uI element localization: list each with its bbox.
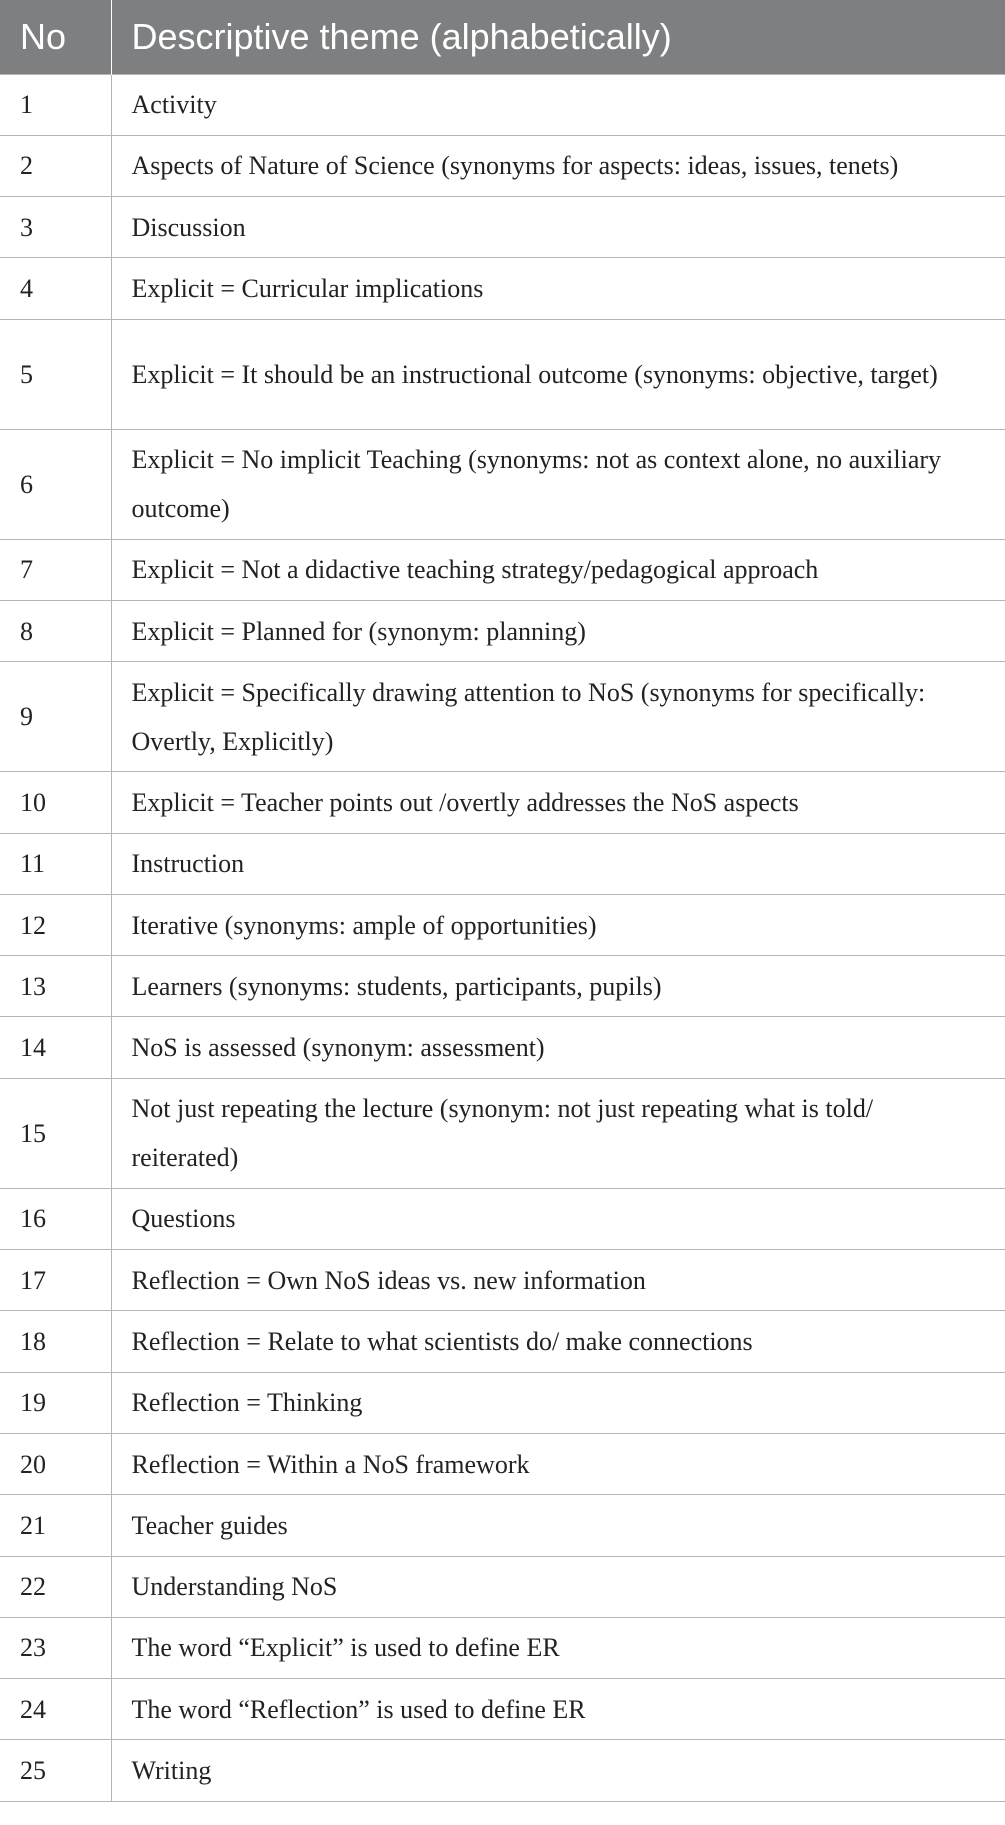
table-row <box>0 135 1005 196</box>
row-number: 19 <box>0 1372 111 1433</box>
row-number: 14 <box>0 1017 111 1078</box>
row-number: 13 <box>0 956 111 1017</box>
table-row <box>0 956 1005 1017</box>
table-row <box>0 74 1005 135</box>
table-row <box>0 1372 1005 1433</box>
row-number: 6 <box>0 429 111 539</box>
row-theme: Discussion <box>111 197 1005 258</box>
row-number: 23 <box>0 1617 111 1678</box>
row-theme: Reflection = Within a NoS framework <box>111 1433 1005 1494</box>
table-row <box>0 197 1005 258</box>
row-number: 11 <box>0 833 111 894</box>
row-theme: Activity <box>111 74 1005 135</box>
row-theme: Reflection = Thinking <box>111 1372 1005 1433</box>
table-row <box>0 1556 1005 1617</box>
row-theme: Reflection = Own NoS ideas vs. new information <box>111 1250 1005 1311</box>
row-theme: Instruction <box>111 833 1005 894</box>
row-theme: The word “Explicit” is used to define ER <box>111 1617 1005 1678</box>
row-theme: Not just repeating the lecture (synonym: not just repeating what is told/ reiterated) <box>111 1078 1005 1188</box>
table-row <box>0 833 1005 894</box>
row-number: 20 <box>0 1433 111 1494</box>
row-number: 7 <box>0 539 111 600</box>
table-row <box>0 319 1005 429</box>
table-row <box>0 1679 1005 1740</box>
row-theme: Explicit = Planned for (synonym: planning) <box>111 600 1005 661</box>
row-theme: The word “Reflection” is used to define ER <box>111 1679 1005 1740</box>
row-theme: Reflection = Relate to what scientists do/ make connections <box>111 1311 1005 1372</box>
table-header-row <box>0 0 1005 74</box>
row-number: 5 <box>0 319 111 429</box>
row-number: 10 <box>0 772 111 833</box>
table-row <box>0 1740 1005 1801</box>
row-number: 18 <box>0 1311 111 1372</box>
row-number: 15 <box>0 1078 111 1188</box>
table-row <box>0 1078 1005 1188</box>
row-number: 9 <box>0 662 111 772</box>
row-number: 16 <box>0 1188 111 1249</box>
row-theme: Explicit = Teacher points out /overtly addresses the NoS aspects <box>111 772 1005 833</box>
table-row <box>0 894 1005 955</box>
header-no: No <box>0 0 111 74</box>
table-row <box>0 772 1005 833</box>
row-number: 17 <box>0 1250 111 1311</box>
table-row <box>0 1617 1005 1678</box>
row-theme: Writing <box>111 1740 1005 1801</box>
row-number: 1 <box>0 74 111 135</box>
row-theme: Explicit = No implicit Teaching (synonyms: not as context alone, no auxiliary outcome) <box>111 429 1005 539</box>
row-theme: Teacher guides <box>111 1495 1005 1556</box>
row-theme: Explicit = Not a didactive teaching strategy/pedagogical approach <box>111 539 1005 600</box>
row-theme: Explicit = It should be an instructional outcome (synonyms: objective, target) <box>111 319 1005 429</box>
table-row <box>0 1495 1005 1556</box>
row-number: 2 <box>0 135 111 196</box>
row-theme: NoS is assessed (synonym: assessment) <box>111 1017 1005 1078</box>
row-theme: Explicit = Curricular implications <box>111 258 1005 319</box>
row-number: 4 <box>0 258 111 319</box>
table-row <box>0 258 1005 319</box>
row-theme: Questions <box>111 1188 1005 1249</box>
table-row <box>0 1311 1005 1372</box>
row-theme: Iterative (synonyms: ample of opportunities) <box>111 894 1005 955</box>
row-number: 3 <box>0 197 111 258</box>
table-row <box>0 1250 1005 1311</box>
table-row <box>0 1433 1005 1494</box>
row-number: 21 <box>0 1495 111 1556</box>
table-row <box>0 662 1005 772</box>
row-theme: Understanding NoS <box>111 1556 1005 1617</box>
table-row <box>0 600 1005 661</box>
table-row <box>0 1017 1005 1078</box>
table-row <box>0 429 1005 539</box>
row-theme: Aspects of Nature of Science (synonyms for aspects: ideas, issues, tenets) <box>111 135 1005 196</box>
row-number: 12 <box>0 894 111 955</box>
row-number: 22 <box>0 1556 111 1617</box>
row-number: 8 <box>0 600 111 661</box>
row-theme: Explicit = Specifically drawing attention to NoS (synonyms for specifically: Overtly, Explicitly) <box>111 662 1005 772</box>
table-row <box>0 1188 1005 1249</box>
table-row <box>0 539 1005 600</box>
row-number: 24 <box>0 1679 111 1740</box>
row-theme: Learners (synonyms: students, participants, pupils) <box>111 956 1005 1017</box>
header-theme: Descriptive theme (alphabetically) <box>111 0 1005 74</box>
row-number: 25 <box>0 1740 111 1801</box>
